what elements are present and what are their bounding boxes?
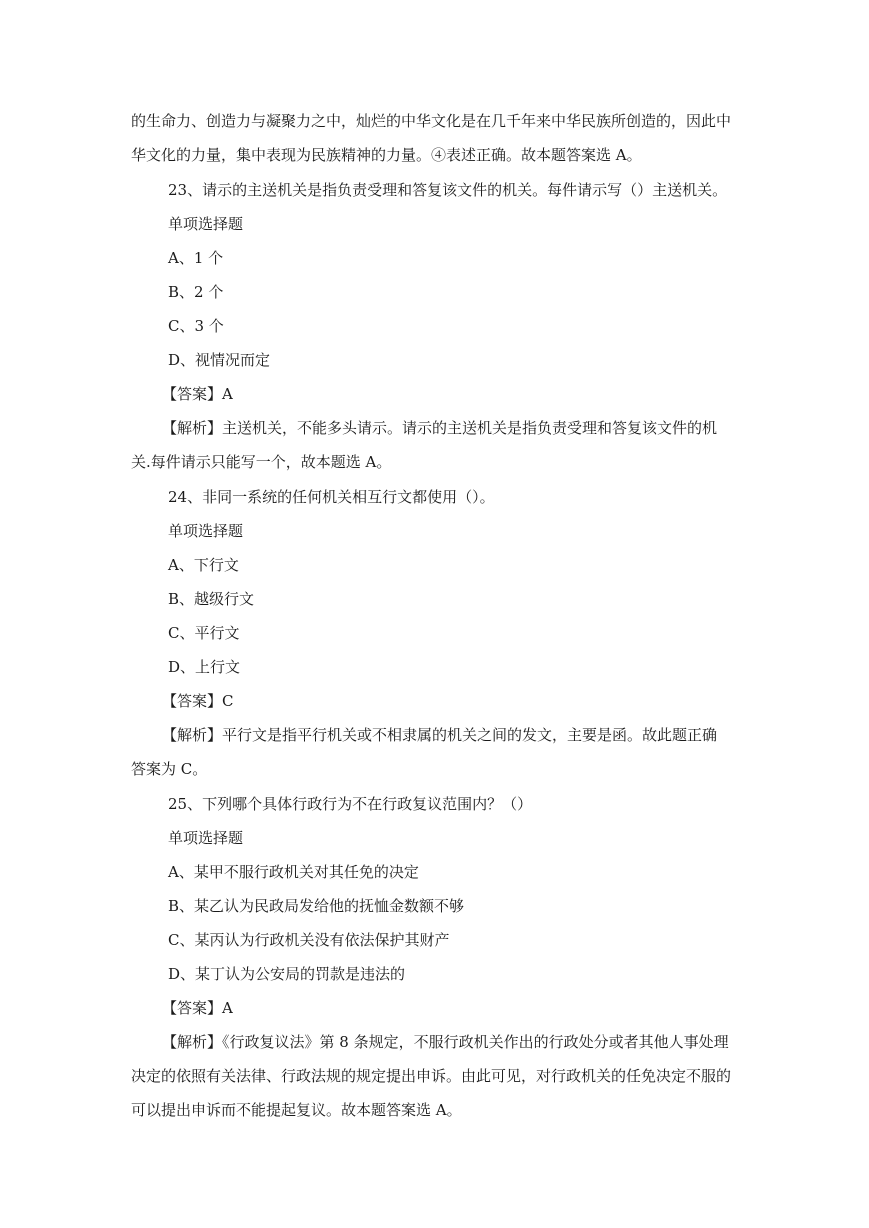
question-23-type: 单项选择题 [168, 215, 244, 233]
question-24-analysis-line-2: 答案为 C。 [131, 760, 208, 778]
continuation-line-2: 华文化的力量，集中表现为民族精神的力量。④表述正确。故本题答案选 A。 [131, 146, 642, 164]
question-25-option-c: C、某丙认为行政机关没有依法保护其财产 [168, 931, 450, 949]
question-23-option-b: B、2 个 [168, 283, 224, 301]
question-24-option-c: C、平行文 [168, 624, 240, 642]
question-25-analysis-line-2: 决定的依照有关法律、行政法规的规定提出申诉。由此可见，对行政机关的任免决定不服的 [131, 1067, 732, 1085]
question-25-analysis-line-1: 【解析】《行政复议法》第 8 条规定，不服行政机关作出的行政处分或者其他人事处理 [162, 1033, 729, 1051]
question-23-analysis-line-1: 【解析】主送机关，不能多头请示。请示的主送机关是指负责受理和答复该文件的机 [162, 419, 718, 437]
question-25-option-d: D、某丁认为公安局的罚款是违法的 [168, 965, 406, 983]
continuation-line-1: 的生命力、创造力与凝聚力之中，灿烂的中华文化是在几千年来中华民族所创造的，因此中 [131, 112, 732, 130]
question-24-analysis-line-1: 【解析】平行文是指平行机关或不相隶属的机关之间的发文，主要是函。故此题正确 [162, 726, 718, 744]
question-25-option-b: B、某乙认为民政局发给他的抚恤金数额不够 [168, 897, 465, 915]
question-23-stem: 23、请示的主送机关是指负责受理和答复该文件的机关。每件请示写（）主送机关。 [168, 181, 728, 199]
question-24-option-b: B、越级行文 [168, 590, 255, 608]
question-25-option-a: A、某甲不服行政机关对其任免的决定 [168, 863, 419, 881]
question-25-stem: 25、下列哪个具体行政行为不在行政复议范围内？（） [168, 795, 533, 813]
question-25-answer: 【答案】A [162, 999, 233, 1017]
question-24-stem: 24、非同一系统的任何机关相互行文都使用（）。 [168, 488, 495, 506]
question-23-analysis-line-2: 关.每件请示只能写一个，故本题选 A。 [131, 453, 392, 471]
question-25-analysis-line-3: 可以提出申诉而不能提起复议。故本题答案选 A。 [131, 1101, 462, 1119]
question-25-type: 单项选择题 [168, 829, 244, 847]
question-23-option-d: D、视情况而定 [168, 351, 271, 369]
question-24-option-a: A、下行文 [168, 556, 239, 574]
question-24-answer: 【答案】C [162, 692, 234, 710]
question-23-answer: 【答案】A [162, 385, 233, 403]
question-23-option-a: A、1 个 [168, 249, 224, 267]
question-23-option-c: C、3 个 [168, 317, 224, 335]
question-24-type: 单项选择题 [168, 522, 244, 540]
question-24-option-d: D、上行文 [168, 658, 241, 676]
